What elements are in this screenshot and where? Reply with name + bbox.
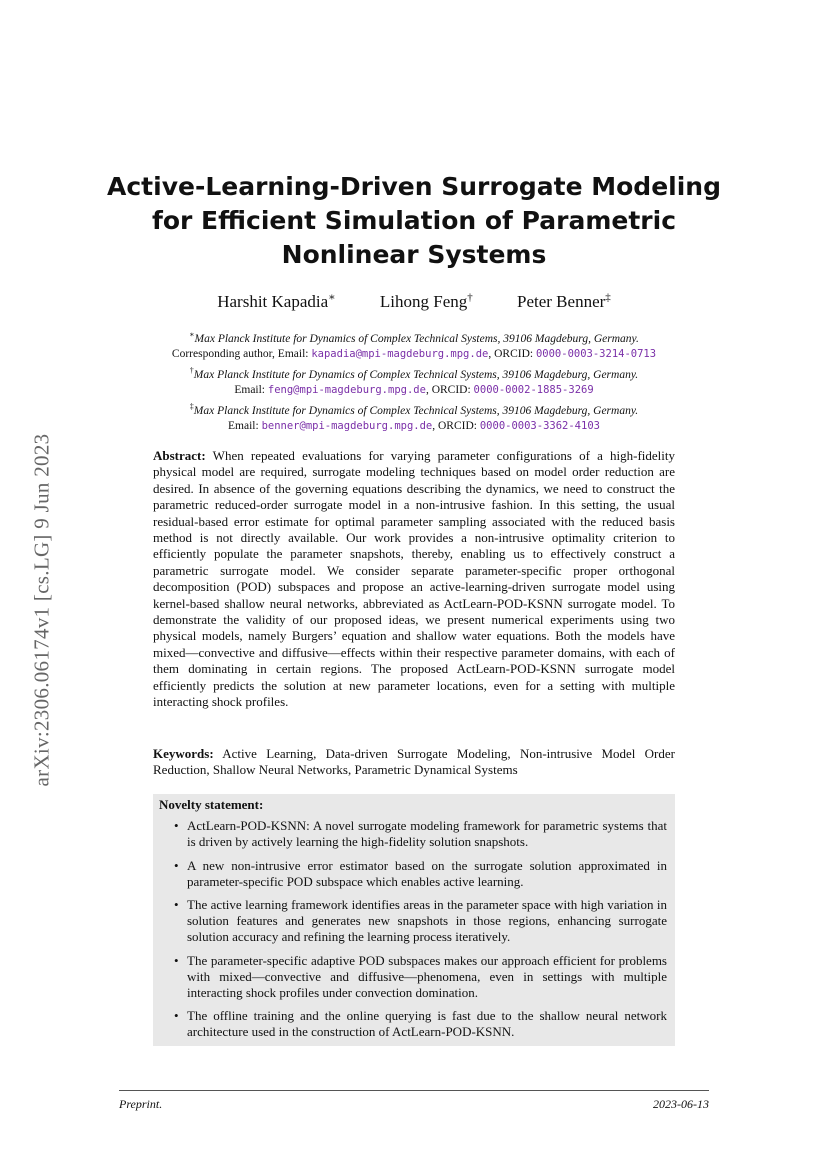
orcid-label: , ORCID: [425,384,474,397]
affiliation-mark: ‡ [189,401,194,411]
affiliation-institution [100,327,728,347]
author-name: Peter Benner [517,291,606,311]
orcid-link[interactable]: 0000-0002-1885-3269 [473,384,594,397]
orcid-link[interactable]: 0000-0003-3214-0713 [535,348,657,361]
author-name: Harshit Kapadia [217,291,329,311]
author-list [100,290,728,312]
title-line: Nonlinear Systems [281,240,547,269]
affiliation-institution [100,399,728,419]
contact-prefix: Email: [234,384,268,397]
author-mark: ∗ [328,291,336,303]
abstract-label: Abstract: [153,448,206,463]
author [517,292,611,311]
novelty-item-text: The parameter-specific adaptive POD subspaces makes our approach efficient for problems with mixed—convective and diffusive—phenomena, even in settings with multiple interacting shock profiles under convection domination. [187,952,667,1001]
footer-date: 2023-06-13 [653,1097,709,1111]
keywords-text: Active Learning, Data-driven Surrogate Modeling, Non-intrusive Model Order Reduction, Shallow Neural Networks, Parametric Dynamical Systems [153,746,675,778]
email-link[interactable]: kapadia@mpi-magdeburg.mpg.de [311,348,489,361]
bullet-icon: • [174,1008,179,1024]
author-mark: † [467,291,473,303]
arxiv-identifier: arXiv:2306.06174v1 [cs.LG] 9 Jun 2023 [29,433,54,787]
novelty-item [159,858,667,890]
affiliations [100,327,728,434]
keywords-label: Keywords: [153,746,214,761]
affiliation-mark: ∗ [189,330,195,339]
novelty-list [159,818,667,1040]
orcid-label: , ORCID: [488,348,536,361]
footer-preprint-label: Preprint. [119,1097,163,1111]
institution-text: Max Planck Institute for Dynamics of Complex Technical Systems, 39106 Magdeburg, Germany. [193,404,639,417]
footer-divider [119,1090,709,1091]
bullet-icon: • [174,818,179,834]
novelty-statement-box [153,794,675,1046]
novelty-item [159,897,667,946]
orcid-label: , ORCID: [432,419,480,432]
author-name: Lihong Feng [379,291,468,311]
novelty-item [159,953,667,1002]
contact-prefix: Corresponding author, Email: [171,348,312,361]
affiliation-mark: † [189,365,194,375]
bullet-icon: • [174,952,179,968]
institution-text: Max Planck Institute for Dynamics of Complex Technical Systems, 39106 Magdeburg, Germany. [194,332,639,345]
novelty-item-text: The offline training and the online querying is fast due to the shallow neural network architecture used in the construction of ActLearn-POD-KSNN. [187,1008,667,1040]
bullet-icon: • [174,897,179,913]
abstract [153,448,675,711]
institution-text: Max Planck Institute for Dynamics of Complex Technical Systems, 39106 Magdeburg, Germany. [193,368,639,381]
affiliation-institution [100,363,728,383]
author [380,292,473,311]
paper-title [100,170,728,272]
novelty-item-text: A new non-intrusive error estimator based on the surrogate solution approximated in parameter-specific POD subspace which enables active learning. [187,857,667,889]
contact-prefix: Email: [228,419,262,432]
email-link[interactable]: feng@mpi-magdeburg.mpg.de [267,384,426,397]
affiliation-contact [100,347,728,363]
novelty-heading: Novelty statement: [159,797,264,812]
email-link[interactable]: benner@mpi-magdeburg.mpg.de [261,419,433,432]
novelty-item-text: ActLearn-POD-KSNN: A novel surrogate modeling framework for parametric systems that is driven by actively learning the high-fidelity solution snapshots. [187,818,667,850]
novelty-item [159,1008,667,1040]
author [217,292,335,311]
author-mark: ‡ [605,291,611,303]
title-line: for Efficient Simulation of Parametric [151,206,677,235]
affiliation-contact [100,419,728,435]
title-line: Active-Learning-Driven Surrogate Modeling [107,172,721,201]
keywords [153,746,675,779]
abstract-text: When repeated evaluations for varying parameter configurations of a high-fidelity physical model are required, surrogate modeling techniques based on model order reduction are desired. In absence of the governing equations describing the dynamics, we need to construct the parametric reduced-order surrogate model in a non-intrusive fashion. In this setting, the usual residual-based error estimate for optimal parameter sampling associated with the reduced basis method is not directly available. Our work provides a non-intrusive optimality criterion to efficiently populate the parameter snapshots, thereby, enabling us to effectively construct a parametric surrogate model. We consider separate parameter-specific proper orthogonal decomposition (POD) subspaces and propose an active-learning-driven surrogate model using kernel-based shallow neural networks, abbreviated as ActLearn-POD-KSNN surrogate model. To demonstrate the validity of our proposed ideas, we present numerical experiments using two physical models, namely Burgers’ equation and shallow water equations. Both the models have mixed—convective and diffusive—effects within their respective parameter domains, with each of them dominating in certain regions. The proposed ActLearn-POD-KSNN surrogate model efficiently predicts the solution at new parameter locations, even for a setting with multiple interacting shock profiles. [153,448,676,710]
novelty-item-text: The active learning framework identifies areas in the parameter space with high variation in solution features and generates new snapshots in those regions, enhancing surrogate solution accuracy and refining the learning process iteratively. [187,897,667,945]
affiliation-contact [100,383,728,399]
novelty-item [159,818,667,850]
bullet-icon: • [174,857,179,873]
orcid-link[interactable]: 0000-0003-3362-4103 [479,419,600,432]
